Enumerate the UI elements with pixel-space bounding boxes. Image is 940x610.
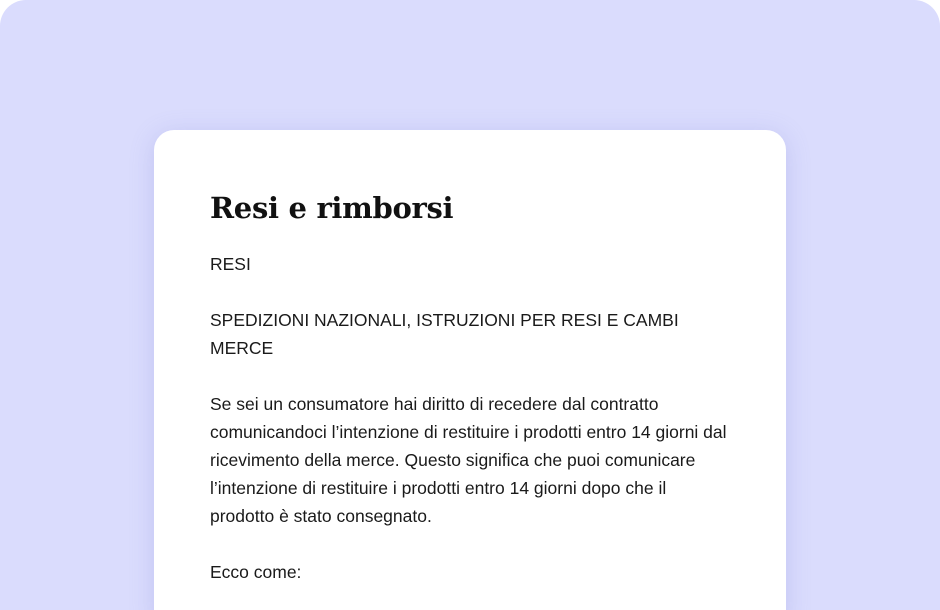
policy-content xyxy=(210,250,730,586)
instructions-intro: Ecco come: xyxy=(210,562,302,582)
policy-paragraph: Se sei un consumatore hai diritto di recedere dal contratto comunicandoci l’intenzione di restituire i prodotti entro 14 giorni dal ricevimento della merce. Questo significa che puoi comunicare l’intenzione di restituire i prodotti entro 14 giorni dopo che il prodotto è stato consegnato. xyxy=(210,394,727,526)
section-subheading-shipping: SPEDIZIONI NAZIONALI, ISTRUZIONI PER RESI E CAMBI MERCE xyxy=(210,310,679,358)
section-heading-returns: RESI xyxy=(210,254,251,274)
returns-policy-card xyxy=(154,130,786,610)
page-title: Resi e rimborsi xyxy=(210,191,454,225)
